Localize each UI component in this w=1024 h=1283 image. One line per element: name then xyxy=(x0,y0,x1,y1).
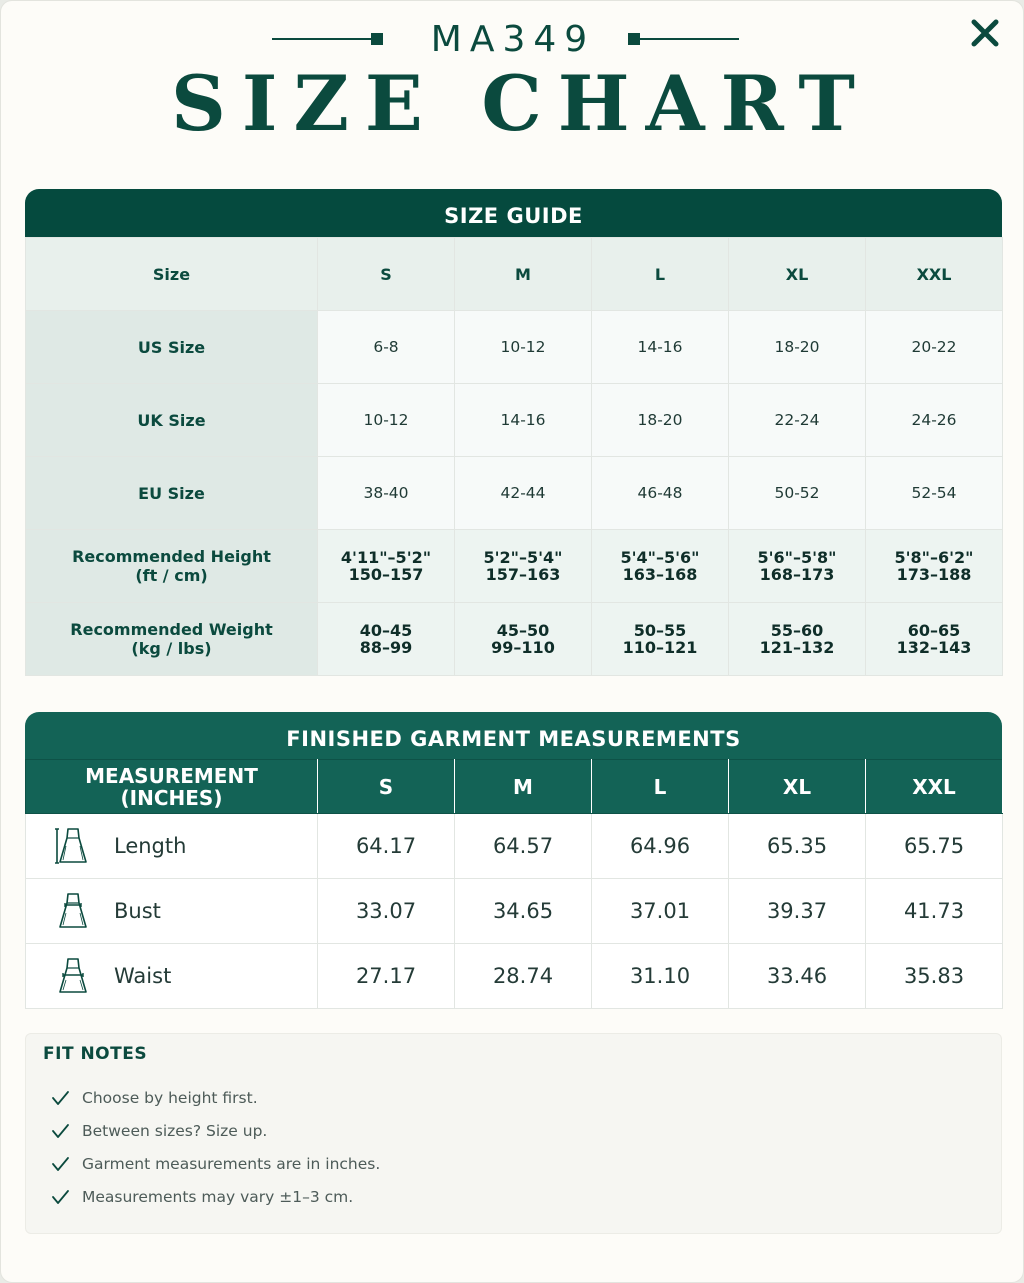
fit-note-text: Between sizes? Size up. xyxy=(82,1122,268,1140)
bust-label-cell xyxy=(26,879,318,944)
height-ft: 5'2"–5'4" xyxy=(483,548,563,567)
recommended-height-label xyxy=(26,530,318,603)
size-guide-header-xxl: XXL xyxy=(866,238,1003,311)
height-ft: 4'11"–5'2" xyxy=(340,548,432,567)
checkmark-icon xyxy=(50,1121,70,1141)
size-guide-title: SIZE GUIDE xyxy=(25,189,1002,237)
table-cell: 34.65 xyxy=(455,879,592,944)
table-cell: 6-8 xyxy=(318,311,455,384)
checkmark-icon xyxy=(50,1154,70,1174)
weight-lbs: 132–143 xyxy=(896,638,972,657)
table-row xyxy=(26,879,1003,944)
header-rule-right xyxy=(635,38,739,40)
table-row xyxy=(26,603,1003,676)
table-row xyxy=(26,457,1003,530)
table-cell xyxy=(866,603,1003,676)
measurement-header xyxy=(26,760,318,814)
finished-measurements-title: FINISHED GARMENT MEASUREMENTS xyxy=(25,712,1002,760)
weight-lbs: 88–99 xyxy=(359,638,413,657)
list-item xyxy=(50,1185,353,1209)
size-guide-header-label: Size xyxy=(26,238,318,311)
page-title: SIZE CHART xyxy=(171,59,871,148)
table-cell: 20-22 xyxy=(866,311,1003,384)
table-cell: 27.17 xyxy=(318,944,455,1009)
table-cell xyxy=(866,530,1003,603)
weight-kg: 60–65 xyxy=(907,621,961,640)
list-item xyxy=(50,1152,380,1176)
size-guide-header-m: M xyxy=(455,238,592,311)
table-row xyxy=(26,530,1003,603)
table-cell: 64.17 xyxy=(318,814,455,879)
table-cell: 10-12 xyxy=(318,384,455,457)
table-cell xyxy=(729,530,866,603)
table-cell: 10-12 xyxy=(455,311,592,384)
table-cell: 42-44 xyxy=(455,457,592,530)
size-guide-table xyxy=(25,237,1003,676)
header-rule-dot-left xyxy=(371,33,383,45)
table-cell: 52-54 xyxy=(866,457,1003,530)
uk-size-label: UK Size xyxy=(26,384,318,457)
checkmark-icon xyxy=(50,1187,70,1207)
table-cell: 39.37 xyxy=(729,879,866,944)
list-item xyxy=(50,1086,258,1110)
table-cell: 14-16 xyxy=(455,384,592,457)
table-cell: 64.96 xyxy=(592,814,729,879)
table-cell: 46-48 xyxy=(592,457,729,530)
close-icon[interactable] xyxy=(963,11,1007,55)
table-cell: 22-24 xyxy=(729,384,866,457)
recommended-weight-unit: (kg / lbs) xyxy=(131,639,212,658)
recommended-weight-label xyxy=(26,603,318,676)
weight-lbs: 99–110 xyxy=(491,638,555,657)
table-row xyxy=(26,384,1003,457)
height-cm: 168–173 xyxy=(759,565,835,584)
fit-note-text: Garment measurements are in inches. xyxy=(82,1155,381,1173)
header-rule-left xyxy=(272,38,376,40)
weight-kg: 55–60 xyxy=(770,621,824,640)
recommended-weight-text: Recommended Weight xyxy=(70,620,273,639)
dress-waist-icon xyxy=(54,956,92,996)
table-cell xyxy=(455,530,592,603)
table-cell: 31.10 xyxy=(592,944,729,1009)
weight-kg: 50–55 xyxy=(633,621,687,640)
finished-header-xxl: XXL xyxy=(866,760,1003,814)
table-cell xyxy=(318,530,455,603)
recommended-height-unit: (ft / cm) xyxy=(135,566,208,585)
table-cell: 33.46 xyxy=(729,944,866,1009)
table-cell xyxy=(592,603,729,676)
weight-kg: 40–45 xyxy=(359,621,413,640)
finished-measurements-table xyxy=(25,759,1003,1009)
us-size-label: US Size xyxy=(26,311,318,384)
table-cell: 65.35 xyxy=(729,814,866,879)
size-guide-header-xl: XL xyxy=(729,238,866,311)
height-cm: 173–188 xyxy=(896,565,972,584)
eu-size-label: EU Size xyxy=(26,457,318,530)
size-guide-header-l: L xyxy=(592,238,729,311)
height-cm: 150–157 xyxy=(348,565,424,584)
finished-header-xl: XL xyxy=(729,760,866,814)
table-cell: 64.57 xyxy=(455,814,592,879)
measurement-header-line1: MEASUREMENT xyxy=(85,763,258,788)
fit-note-text: Choose by height first. xyxy=(82,1089,258,1107)
size-guide-header-s: S xyxy=(318,238,455,311)
list-item xyxy=(50,1119,267,1143)
table-cell: 33.07 xyxy=(318,879,455,944)
height-cm: 163–168 xyxy=(622,565,698,584)
table-cell: 14-16 xyxy=(592,311,729,384)
height-ft: 5'8"–6'2" xyxy=(894,548,974,567)
table-cell xyxy=(592,530,729,603)
dress-bust-icon xyxy=(54,891,92,931)
header-code-row xyxy=(1,17,1024,61)
table-row xyxy=(26,311,1003,384)
height-ft: 5'6"–5'8" xyxy=(757,548,837,567)
table-cell: 65.75 xyxy=(866,814,1003,879)
length-label-cell xyxy=(26,814,318,879)
fit-notes-panel xyxy=(25,1033,1002,1234)
table-cell: 24-26 xyxy=(866,384,1003,457)
waist-label: Waist xyxy=(114,964,172,988)
table-cell xyxy=(318,603,455,676)
table-row xyxy=(26,814,1003,879)
waist-label-cell xyxy=(26,944,318,1009)
table-cell: 18-20 xyxy=(592,384,729,457)
table-cell: 37.01 xyxy=(592,879,729,944)
weight-kg: 45–50 xyxy=(496,621,550,640)
table-cell: 35.83 xyxy=(866,944,1003,1009)
fit-notes-title: FIT NOTES xyxy=(43,1044,148,1064)
table-cell xyxy=(455,603,592,676)
finished-header-m: M xyxy=(455,760,592,814)
dress-length-icon xyxy=(54,826,92,866)
table-row xyxy=(26,944,1003,1009)
measurement-header-line2: (INCHES) xyxy=(120,785,223,810)
table-cell: 18-20 xyxy=(729,311,866,384)
finished-header-l: L xyxy=(592,760,729,814)
fit-note-text: Measurements may vary ±1–3 cm. xyxy=(82,1188,354,1206)
table-cell xyxy=(729,603,866,676)
table-cell: 28.74 xyxy=(455,944,592,1009)
recommended-height-text: Recommended Height xyxy=(72,547,271,566)
height-cm: 157–163 xyxy=(485,565,561,584)
finished-header-row xyxy=(26,760,1003,814)
finished-header-s: S xyxy=(318,760,455,814)
weight-lbs: 110–121 xyxy=(622,638,698,657)
table-cell: 50-52 xyxy=(729,457,866,530)
bust-label: Bust xyxy=(114,899,161,923)
length-label: Length xyxy=(114,834,187,858)
checkmark-icon xyxy=(50,1088,70,1108)
table-cell: 41.73 xyxy=(866,879,1003,944)
table-cell: 38-40 xyxy=(318,457,455,530)
size-guide-header-row xyxy=(26,238,1003,311)
weight-lbs: 121–132 xyxy=(759,638,835,657)
product-code: MA349 xyxy=(430,19,596,60)
height-ft: 5'4"–5'6" xyxy=(620,548,700,567)
